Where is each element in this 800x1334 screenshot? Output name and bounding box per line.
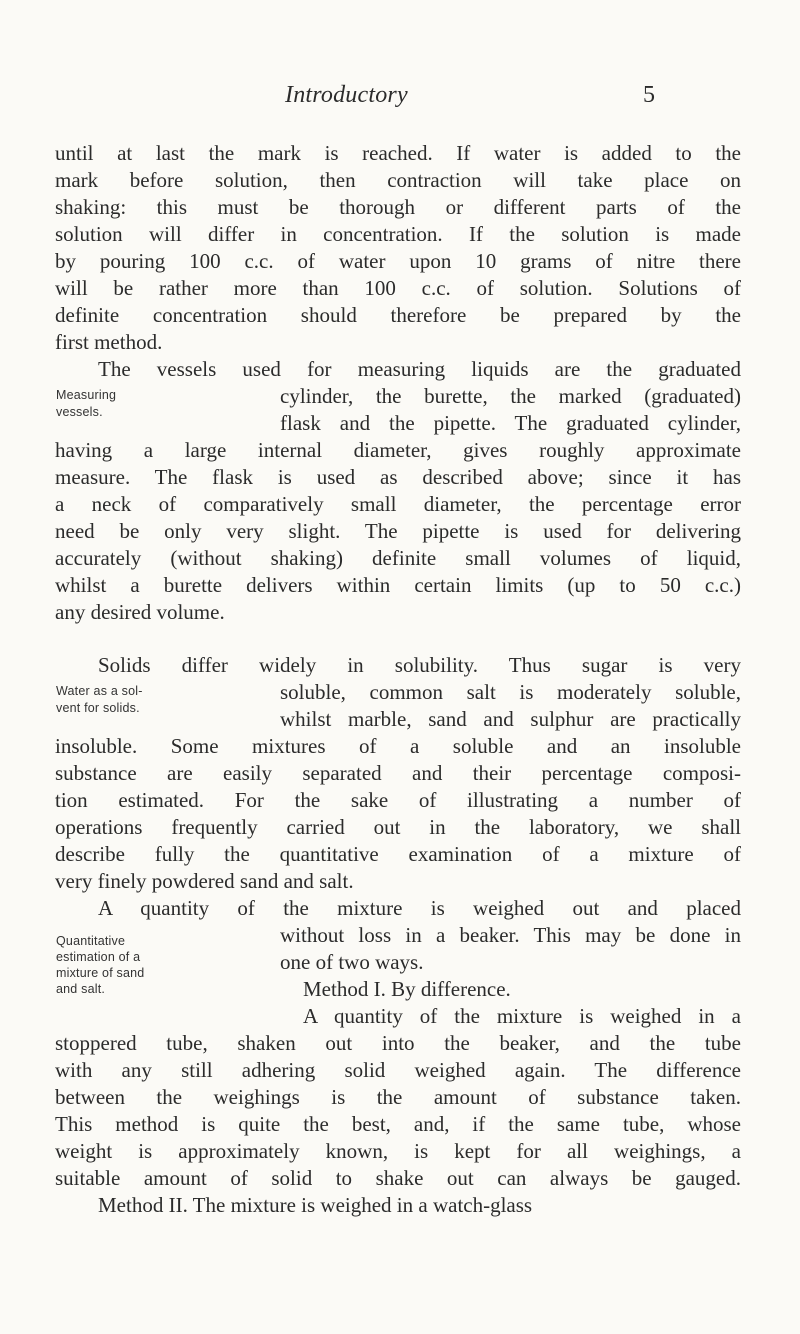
body-line: weight is approximately known, is kept for all weighings, a: [55, 1139, 741, 1163]
body-line: mark before solution, then contraction will take place on: [55, 168, 741, 192]
margin-note-line: Quantitative: [56, 934, 126, 948]
margin-note-line: Water as a sol-: [56, 684, 143, 698]
body-line: measure. The flask is used as described above; since it has: [55, 465, 741, 489]
body-line: flask and the pipette. The graduated cylinder,: [280, 411, 741, 435]
body-line: a neck of comparatively small diameter, the percentage error: [55, 492, 741, 516]
body-line: need be only very slight. The pipette is used for delivering: [55, 519, 741, 543]
body-line: accurately (without shaking) definite small volumes of liquid,: [55, 546, 741, 570]
margin-note-line: vent for solids.: [56, 701, 140, 715]
body-line: first method.: [55, 330, 163, 354]
body-line: whilst a burette delivers within certain limits (up to 50 c.c.): [55, 573, 741, 597]
method-heading: Method I. By difference.: [303, 977, 511, 1001]
body-line: any desired volume.: [55, 600, 225, 624]
body-line: insoluble. Some mixtures of a soluble and an insoluble: [55, 734, 741, 758]
body-line: definite concentration should therefore be prepared by the: [55, 303, 741, 327]
running-header-title: Introductory: [285, 82, 408, 108]
body-line: Solids differ widely in solubility. Thus sugar is very: [98, 653, 741, 677]
body-line: Method II. The mixture is weighed in a watch-glass: [98, 1193, 533, 1217]
body-line: substance are easily separated and their percentage composi-: [55, 761, 741, 785]
body-line: describe fully the quantitative examination of a mixture of: [55, 842, 741, 866]
margin-note-line: Measuring: [56, 388, 117, 402]
body-line: without loss in a beaker. This may be done in: [280, 923, 741, 947]
body-line: A quantity of the mixture is weighed in a: [303, 1004, 741, 1028]
page-number: 5: [643, 82, 655, 108]
body-line: whilst marble, sand and sulphur are practically: [280, 707, 741, 731]
body-line: having a large internal diameter, gives roughly approximate: [55, 438, 741, 462]
body-line: by pouring 100 c.c. of water upon 10 grams of nitre there: [55, 249, 741, 273]
body-line: between the weighings is the amount of substance taken.: [55, 1085, 741, 1109]
body-line: very finely powdered sand and salt.: [55, 869, 354, 893]
body-line: stoppered tube, shaken out into the beaker, and the tube: [55, 1031, 741, 1055]
body-line: tion estimated. For the sake of illustrating a number of: [55, 788, 741, 812]
body-line: operations frequently carried out in the laboratory, we shall: [55, 815, 741, 839]
body-line: The vessels used for measuring liquids are the graduated: [98, 357, 741, 381]
body-line: until at last the mark is reached. If water is added to the: [55, 141, 741, 165]
body-line: shaking: this must be thorough or different parts of the: [55, 195, 741, 219]
margin-note-line: mixture of sand: [56, 966, 145, 980]
body-line: with any still adhering solid weighed again. The difference: [55, 1058, 741, 1082]
body-line: This method is quite the best, and, if the same tube, whose: [55, 1112, 741, 1136]
body-line: one of two ways.: [280, 950, 424, 974]
body-line: will be rather more than 100 c.c. of solution. Solutions of: [55, 276, 741, 300]
body-line: suitable amount of solid to shake out can always be gauged.: [55, 1166, 741, 1190]
margin-note-line: estimation of a: [56, 950, 141, 964]
body-line: A quantity of the mixture is weighed out and placed: [98, 896, 741, 920]
body-line: solution will differ in concentration. If the solution is made: [55, 222, 741, 246]
margin-note-line: vessels.: [56, 405, 103, 419]
margin-note-line: and salt.: [56, 982, 106, 996]
body-line: soluble, common salt is moderately soluble,: [280, 680, 741, 704]
body-line: cylinder, the burette, the marked (graduated): [280, 384, 741, 408]
